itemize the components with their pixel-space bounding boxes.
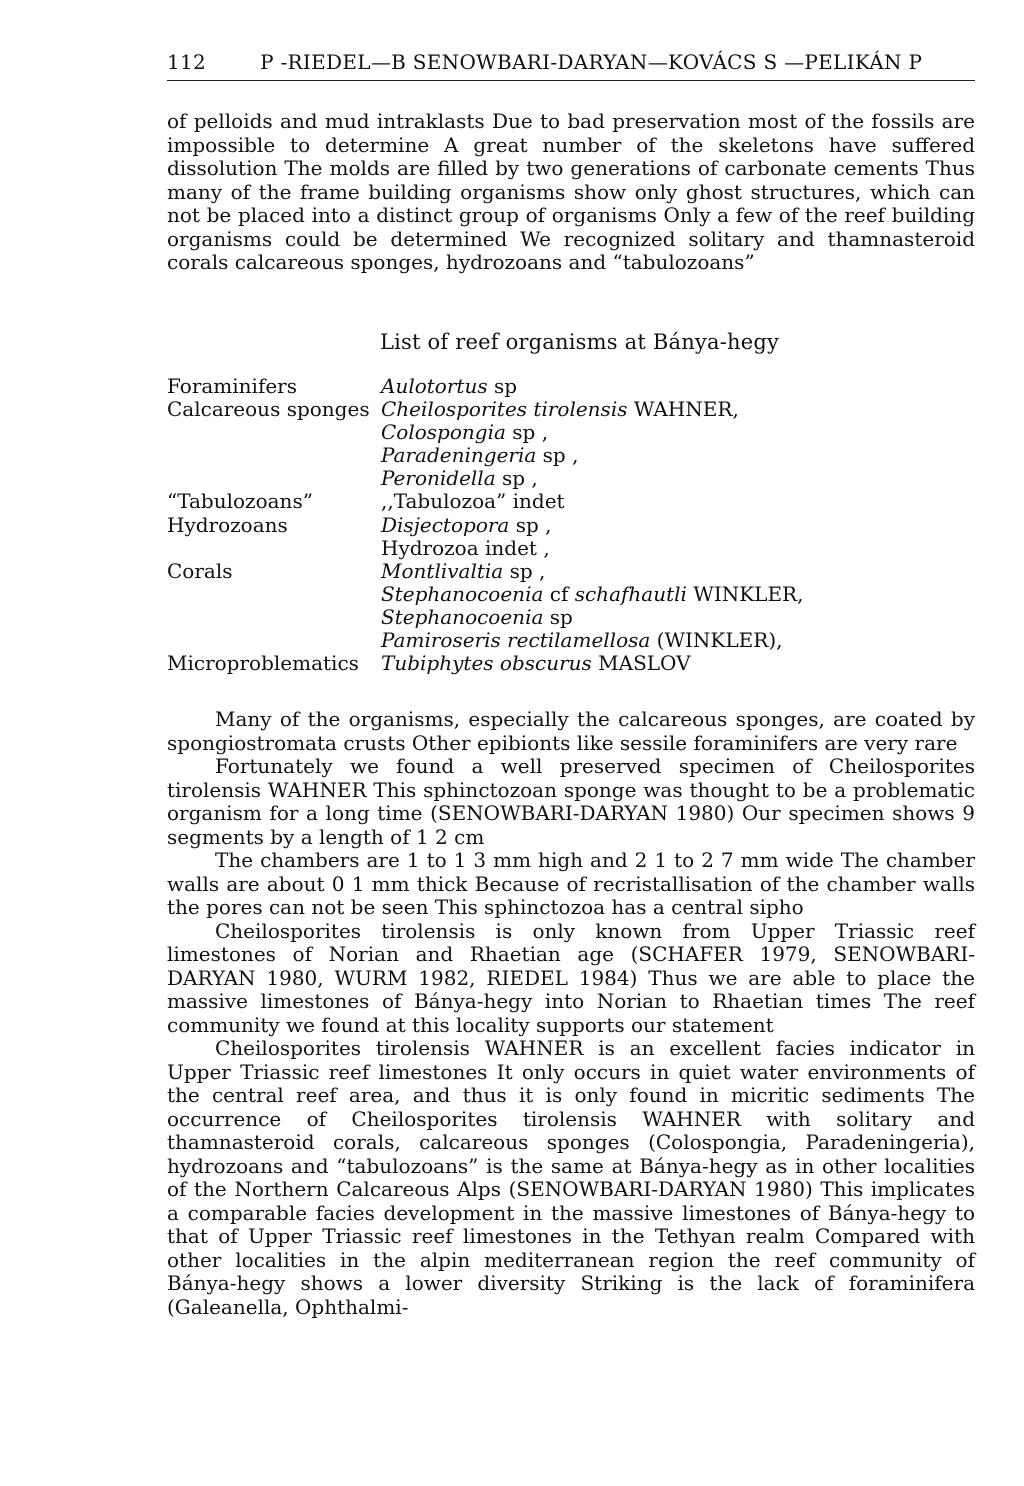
list-category — [167, 583, 381, 606]
list-category: Foraminifers — [167, 374, 298, 398]
list-category: Hydrozoans — [167, 512, 288, 537]
list-category: Corals — [167, 558, 233, 583]
list-row — [167, 560, 975, 583]
list-category: Microproblematics — [167, 651, 359, 676]
header-rule — [167, 80, 975, 81]
list-category: “Tabulozoans” — [167, 489, 313, 514]
list-taxon: Pamiroseris rectilamellosa (WINKLER), — [381, 628, 783, 653]
list-category — [167, 467, 381, 490]
body-paragraph: The chambers are 1 to 1 3 mm high and 2 1 to 2 7 mm wide The chamber walls are about 0 1 mm thick Because of recristallisation of the chamber walls the pores can not be seen This sphinctozoa has a central sipho — [167, 848, 975, 919]
list-row — [167, 583, 975, 606]
list-taxon: Hydrozoa indet , — [381, 535, 550, 560]
list-row — [167, 490, 975, 513]
list-row — [167, 606, 975, 629]
list-taxon: Colospongia sp , — [381, 420, 549, 445]
list-taxon: Stephanocoenia cf schafhautli WINKLER, — [381, 581, 804, 606]
body-paragraph: Cheilosporites tirolensis is only known from Upper Triassic reef limestones of Norian and Rhaetian age (SCHAFER 1979, SENOWBARI-DARYAN 1980, WURM 1982, RIEDEL 1984) Thus we are able to place the massive limestones of Bánya-hegy into Norian to Rhaetian times The reef community we found at this locality supports our statement — [167, 918, 975, 1037]
list-row — [167, 537, 975, 560]
list-taxon: Aulotortus sp — [381, 374, 518, 398]
running-header — [167, 50, 975, 74]
body-paragraph: Fortunately we found a well preserved specimen of Cheilosporites tirolensis WAHNER This sphinctozoan sponge was thought to be a problematic organism for a long time (SENOWBARI-DARYAN 1980) Our specimen shows 9 segments by a length of 1 2 cm — [167, 754, 975, 849]
list-title: List of reef organisms at Bánya-hegy — [380, 330, 780, 354]
list-row — [167, 514, 975, 537]
page-number: 112 — [167, 50, 207, 74]
list-row — [167, 629, 975, 652]
list-row — [167, 421, 975, 444]
list-row — [167, 375, 975, 398]
list-category — [167, 537, 381, 560]
list-taxon: Stephanocoenia sp — [381, 604, 573, 629]
list-row — [167, 652, 975, 675]
list-taxon: ,,Tabulozoa” indet — [381, 489, 565, 514]
body-text — [167, 708, 975, 1319]
list-taxon: Paradeningeria sp , — [381, 443, 579, 468]
list-category — [167, 444, 381, 467]
list-row — [167, 444, 975, 467]
list-row — [167, 467, 975, 490]
list-category — [167, 629, 381, 652]
list-row — [167, 398, 975, 421]
list-taxon: Peronidella sp , — [381, 466, 538, 491]
list-taxon: Disjectopora sp , — [381, 512, 552, 537]
body-paragraph: Many of the organisms, especially the calcareous sponges, are coated by spongiostromata crusts Other epibionts like sessile foraminifers are very rare — [167, 707, 975, 755]
list-taxon: Montlivaltia sp , — [381, 558, 546, 583]
body-paragraph: Cheilosporites tirolensis WAHNER is an excellent facies indicator in Upper Triassic reef limestones It only occurs in quiet water environments of the central reef area, and thus it is only found in micritic sediments The occurrence of Cheilosporites tirolensis WAHNER with solitary and thamnasteroid corals, calcareous sponges (Colospongia, Paradeningeria), hydrozoans and “tabulozoans” is the same at Bánya-hegy as in other localities of the Northern Calcareous Alps (SENOWBARI-DARYAN 1980) This implicates a comparable facies development in the massive limestones of Bánya-hegy to that of Upper Triassic reef limestones in the Tethyan realm Compared with other localities in the alpin mediterranean region the reef community of Bánya-hegy shows a lower diversity Striking is the lack of foraminifera (Galeanella, Ophthalmi- — [167, 1036, 975, 1319]
list-taxon: Cheilosporites tirolensis WAHNER, — [381, 397, 739, 422]
list-category — [167, 606, 381, 629]
organism-list — [167, 375, 975, 675]
list-category — [167, 421, 381, 444]
intro-paragraph: of pelloids and mud intraklasts Due to bad preservation most of the fossils are impossible to determine A great number of the skeletons have suffered dissolution The molds are filled by two generations of carbonate cements Thus many of the frame building organisms show only ghost structures, which can not be placed into a distinct group of organisms Only a few of the reef building organisms could be determined We recognized solitary and thamnasteroid corals calcareous sponges, hydrozoans and “tabulozoans” — [167, 109, 975, 274]
list-category: Calcareous sponges — [167, 397, 370, 422]
list-taxon: Tubiphytes obscurus MASLOV — [381, 651, 691, 676]
author-line: P -RIEDEL—B SENOWBARI-DARYAN—KOVÁCS S —PELIKÁN P — [260, 50, 923, 74]
